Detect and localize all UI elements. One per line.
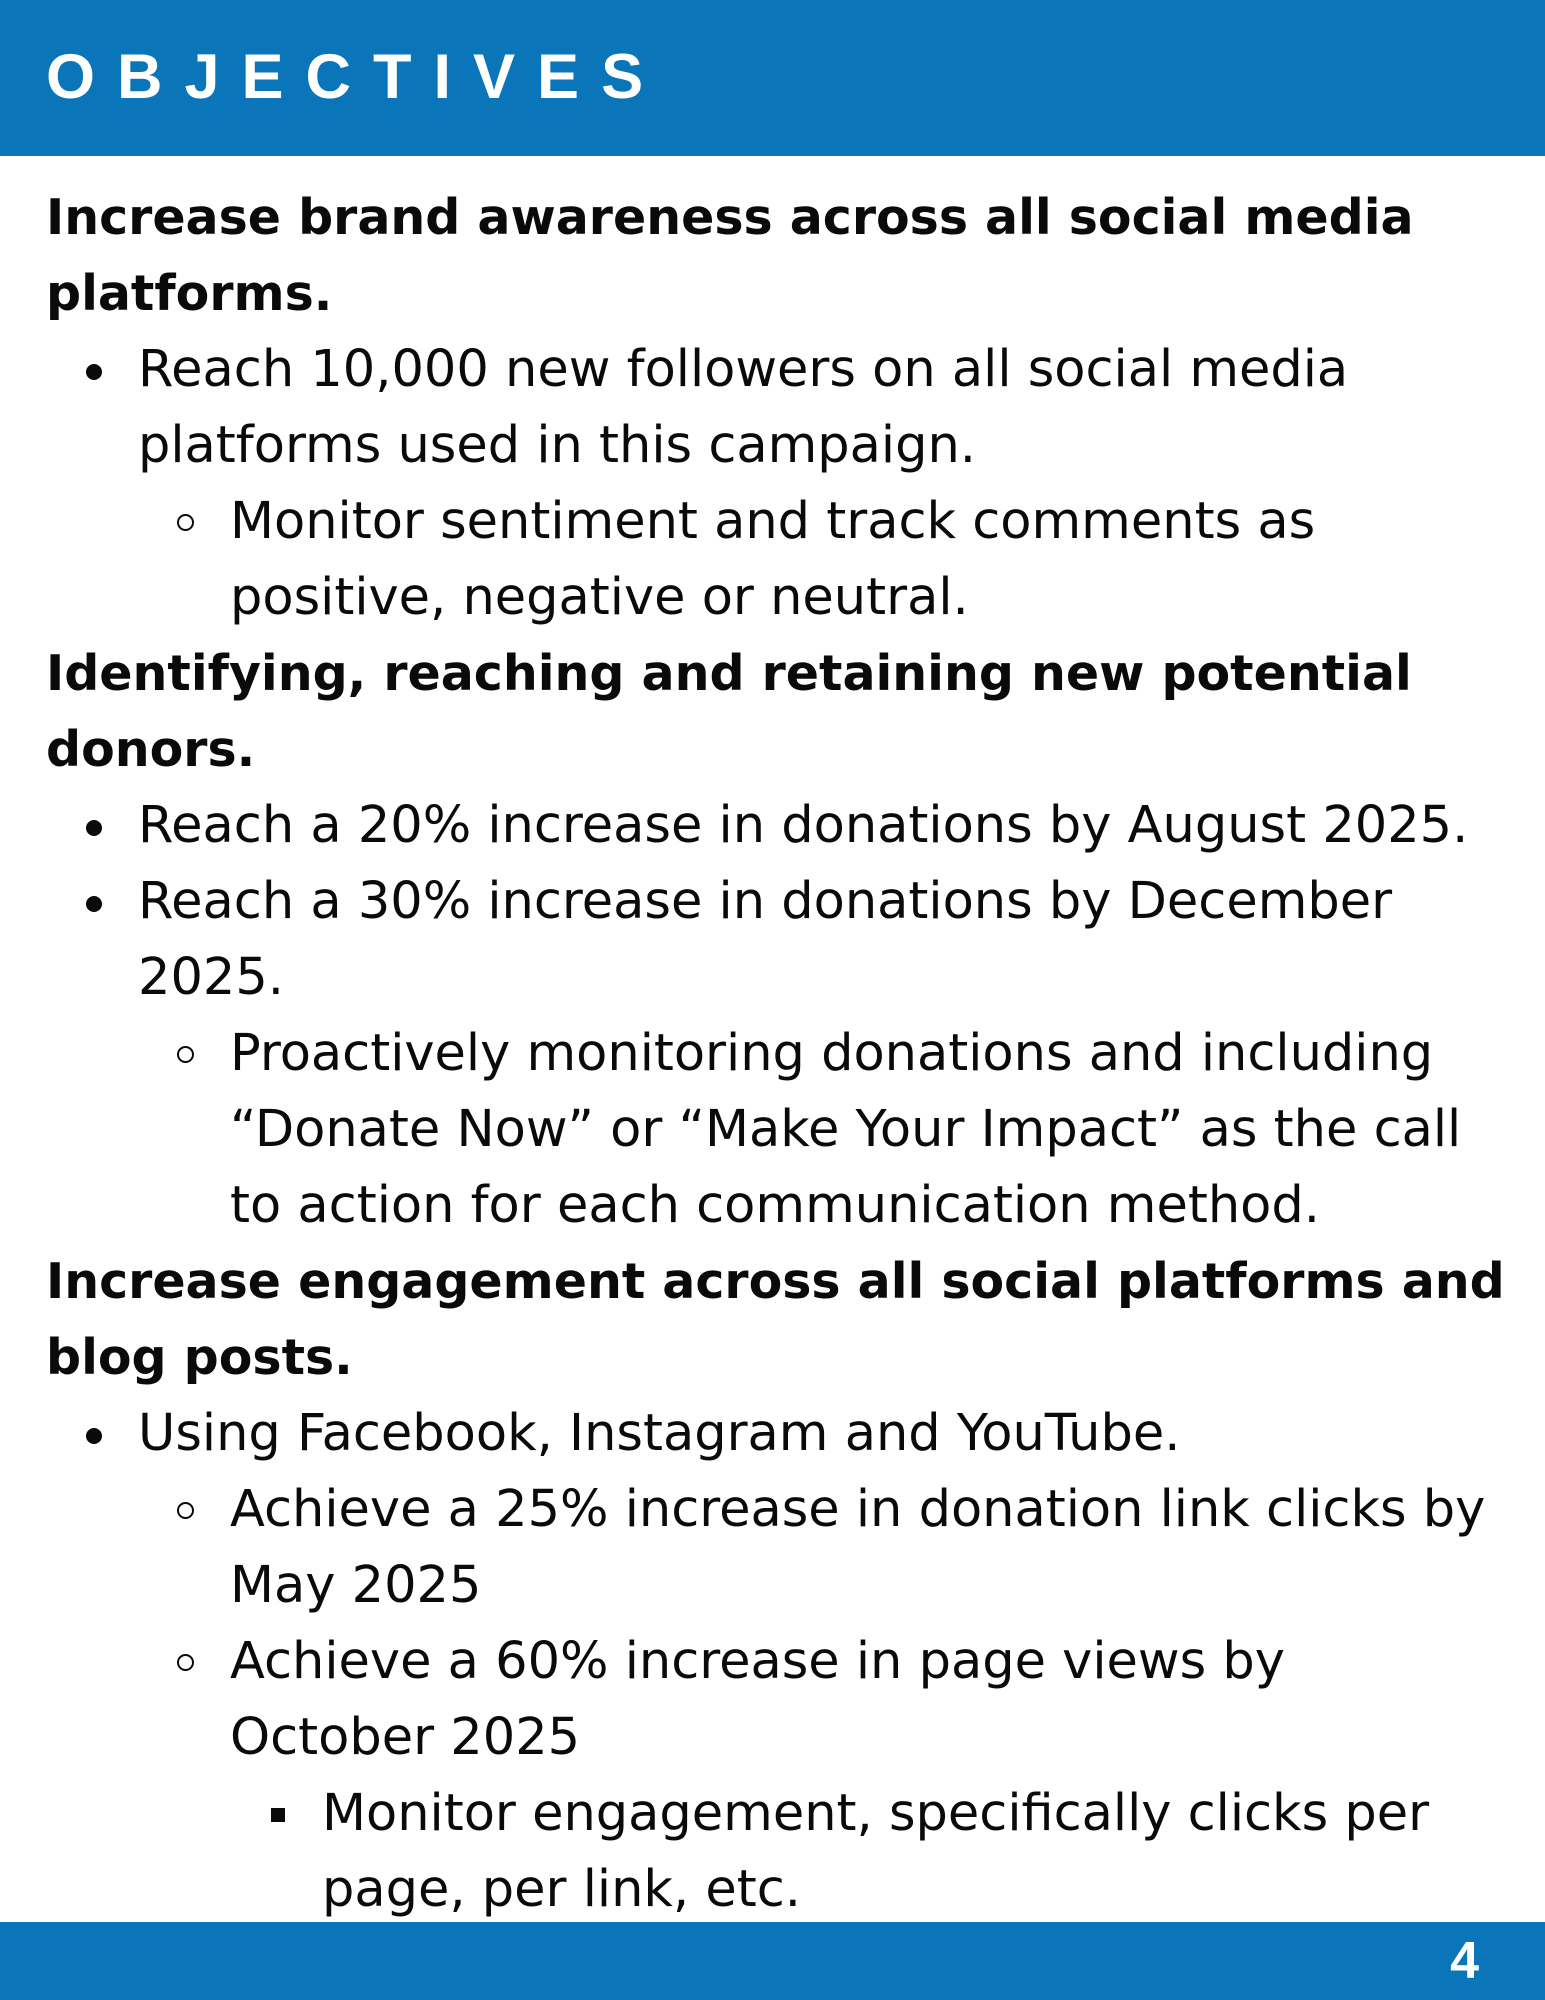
sub-bullet-item: [46, 1016, 1526, 1244]
page-title: OBJECTIVES: [46, 42, 666, 112]
heading-line: Identifying, reaching and retaining new potential: [46, 645, 1412, 702]
objectives-content: [46, 180, 1526, 1928]
sub-bullet-line: positive, negative or neutral.: [230, 568, 969, 627]
heading-line: blog posts.: [46, 1329, 353, 1386]
sub-bullet-line: to action for each communication method.: [230, 1176, 1320, 1235]
bullet-circle-icon: [177, 514, 194, 531]
sub-bullet-line: [46, 484, 1526, 560]
sub-bullet-line: [46, 1472, 1526, 1548]
sub-bullet-line: [46, 1016, 1526, 1092]
bullet-line: [46, 788, 1526, 864]
bullet-dot-icon: [86, 1428, 102, 1444]
bullet-line: platforms used in this campaign.: [138, 416, 976, 475]
heading-line: Increase brand awareness across all social media: [46, 189, 1414, 246]
bullet-item: [46, 1396, 1526, 1472]
sub-bullet-line: [46, 1624, 1526, 1700]
objective-heading: [46, 180, 1526, 332]
sub-bullet-line: May 2025: [230, 1556, 482, 1615]
bullet-text: Reach 10,000 new followers on all social media: [138, 340, 1349, 399]
sub-bullet-line: “Donate Now” or “Make Your Impact” as the call: [230, 1100, 1462, 1159]
sub-sub-bullet-text: Monitor engagement, specifically clicks per: [322, 1784, 1430, 1843]
sub-bullet-line: October 2025: [230, 1708, 581, 1767]
sub-bullet-text: Achieve a 60% increase in page views by: [230, 1632, 1285, 1691]
bullet-text: Reach a 30% increase in donations by December: [138, 872, 1393, 931]
bullet-dot-icon: [86, 896, 102, 912]
sub-bullet-text: Monitor sentiment and track comments as: [230, 492, 1316, 551]
heading-line: donors.: [46, 721, 256, 778]
sub-bullet-item: [46, 1624, 1526, 1776]
heading-line: platforms.: [46, 265, 333, 322]
bullet-line: [46, 864, 1526, 940]
bullet-item: [46, 864, 1526, 1016]
objective-heading: [46, 1244, 1526, 1396]
sub-bullet-item: [46, 1472, 1526, 1624]
header-bar: [0, 0, 1545, 156]
page-number: 4: [1450, 1932, 1479, 1990]
bullet-dot-icon: [86, 820, 102, 836]
objective-section-3: [46, 1244, 1526, 1928]
sub-sub-bullet-item: [46, 1776, 1526, 1928]
bullet-circle-icon: [177, 1502, 194, 1519]
heading-line: Increase engagement across all social platforms and: [46, 1253, 1505, 1310]
objective-section-2: [46, 636, 1526, 1244]
bullet-line: [46, 332, 1526, 408]
sub-bullet-item: [46, 484, 1526, 636]
bullet-circle-icon: [177, 1654, 194, 1671]
bullet-item: [46, 332, 1526, 484]
bullet-item: [46, 788, 1526, 864]
bullet-line: 2025.: [138, 948, 285, 1007]
objective-section-1: [46, 180, 1526, 636]
bullet-circle-icon: [177, 1046, 194, 1063]
sub-bullet-text: Achieve a 25% increase in donation link clicks by: [230, 1480, 1486, 1539]
sub-sub-bullet-line: page, per link, etc.: [322, 1860, 801, 1919]
bullet-text: Reach a 20% increase in donations by August 2025.: [138, 796, 1469, 855]
footer-bar: [0, 1922, 1545, 2000]
sub-sub-bullet-line: [46, 1776, 1526, 1852]
objective-heading: [46, 636, 1526, 788]
sub-bullet-text: Proactively monitoring donations and including: [230, 1024, 1434, 1083]
bullet-text: Using Facebook, Instagram and YouTube.: [138, 1404, 1181, 1463]
bullet-line: [46, 1396, 1526, 1472]
bullet-square-icon: [271, 1808, 285, 1822]
bullet-dot-icon: [86, 364, 102, 380]
